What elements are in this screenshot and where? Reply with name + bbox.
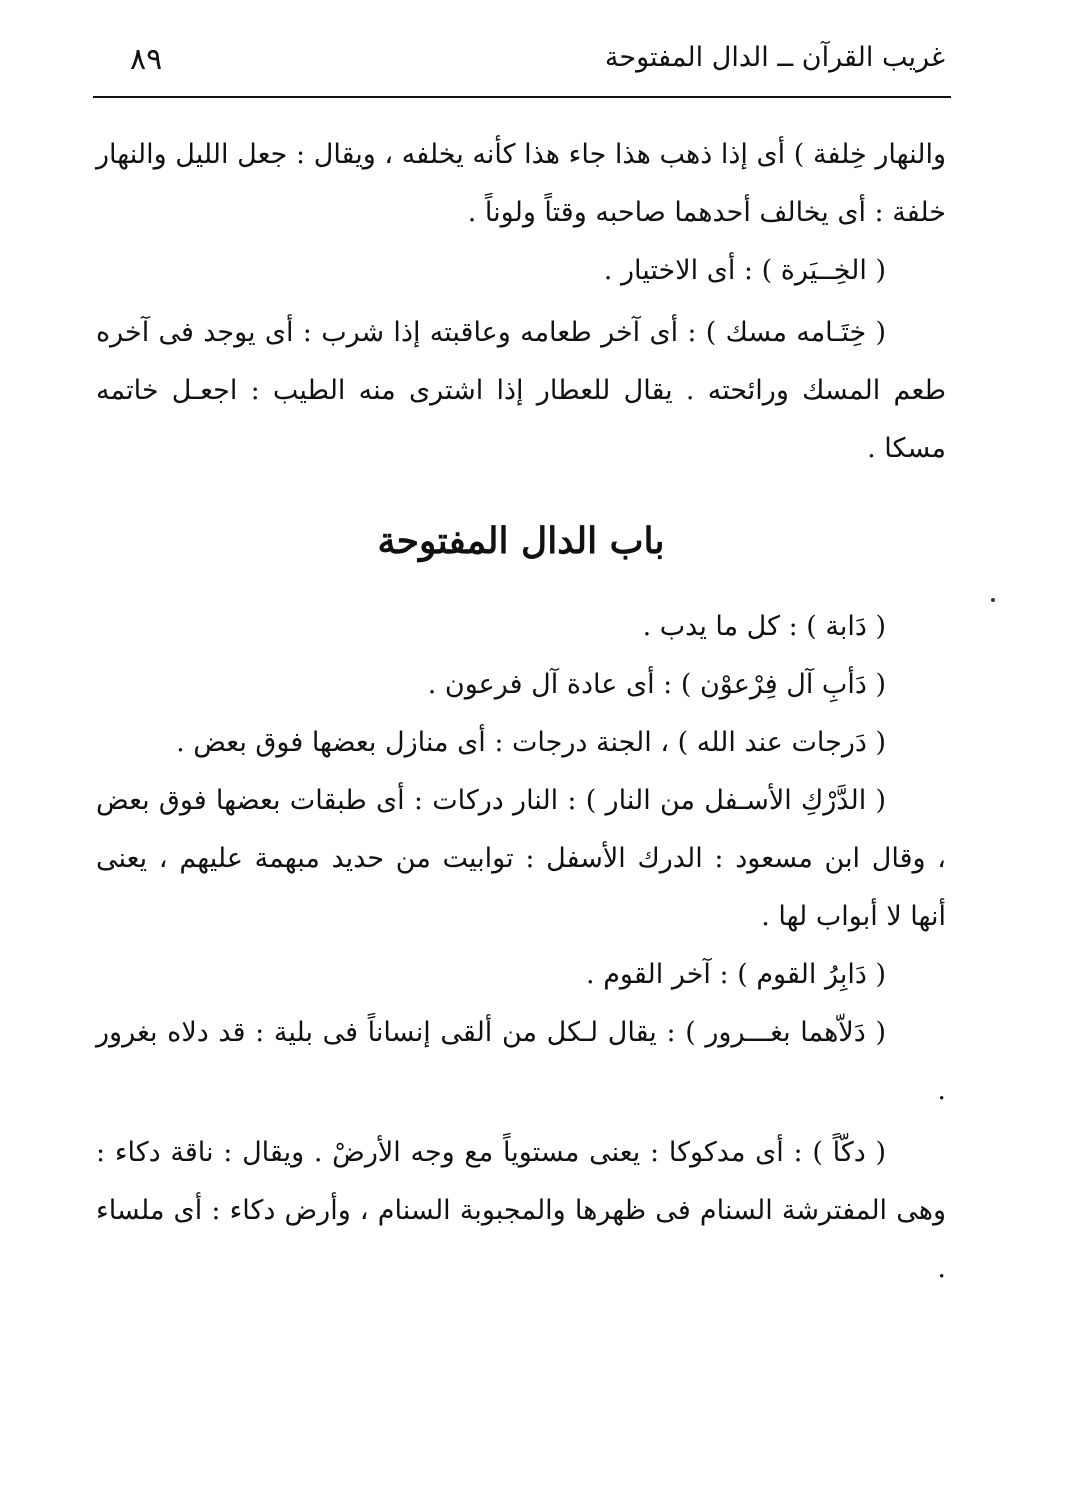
running-header bbox=[100, 38, 945, 86]
entry-dallahuma: ( دَلاّهما بغـــرور ) : يقال لـكل من ألقى إنساناً فى بلية : قد دلاه بغرور . bbox=[96, 1017, 946, 1106]
entry-ad-dark: ( الدَّرْكِ الأسـفل من النار ) : النار دركات : أى طبقات بعضها فوق بعض ، وقال ابن مسعود : الدرك الأسفل : توابيت من حديد مبهمة عليهم ، يعنى أنها لا أبواب لها . bbox=[96, 785, 946, 932]
entry-darajat: ( دَرجات عند الله ) ، الجنة درجات : أى منازل بعضها فوق بعض . bbox=[176, 727, 886, 758]
entry-dakkan: ( دكّاً ) : أى مدكوكا : يعنى مستوياً مع وجه الأرضْ . ويقال : ناقة دكاء : وهى المفترشة السنام فى ظهرها والمجبوبة السنام ، وأرض دكاء : أى ملساء . bbox=[96, 1137, 946, 1284]
paragraph-continued: والنهار خِلفة ) أى إذا ذهب هذا جاء هذا كأنه يخلفه ، ويقال : جعل الليل والنهار خلفة : أى يخالف أحدهما صاحبه وقتاً ولوناً . bbox=[96, 139, 946, 228]
header-rule bbox=[93, 96, 951, 98]
entry-dabir-al-qawm: ( دَابِرُ القوم ) : آخر القوم . bbox=[586, 959, 886, 990]
entry-khitamuhu-misk: ( خِتَـامه مسك ) : أى آخر طعامه وعاقبته إذا شرب : أى يوجد فى آخره طعم المسك ورائحته . يقال للعطار إذا اشترى منه الطيب : اجعـل خاتمه مسكا . bbox=[96, 317, 946, 464]
entries-block bbox=[96, 598, 946, 1298]
top-text-block bbox=[96, 126, 946, 478]
entry-al-khiyara: ( الخِــيَرة ) : أى الاختيار . bbox=[603, 255, 886, 286]
entry-dab-al-firawn: ( دَأبِ آل فِرْعوْن ) : أى عادة آل فرعون . bbox=[427, 669, 886, 700]
running-header-title: غريب القرآن ــ الدال المفتوحة bbox=[604, 42, 945, 73]
section-heading: باب الدال المفتوحة bbox=[377, 520, 665, 562]
page-number: ٨٩ bbox=[130, 42, 163, 77]
ink-speck bbox=[991, 598, 995, 602]
entry-dabba: ( دَابة ) : كل ما يدب . bbox=[642, 611, 886, 642]
